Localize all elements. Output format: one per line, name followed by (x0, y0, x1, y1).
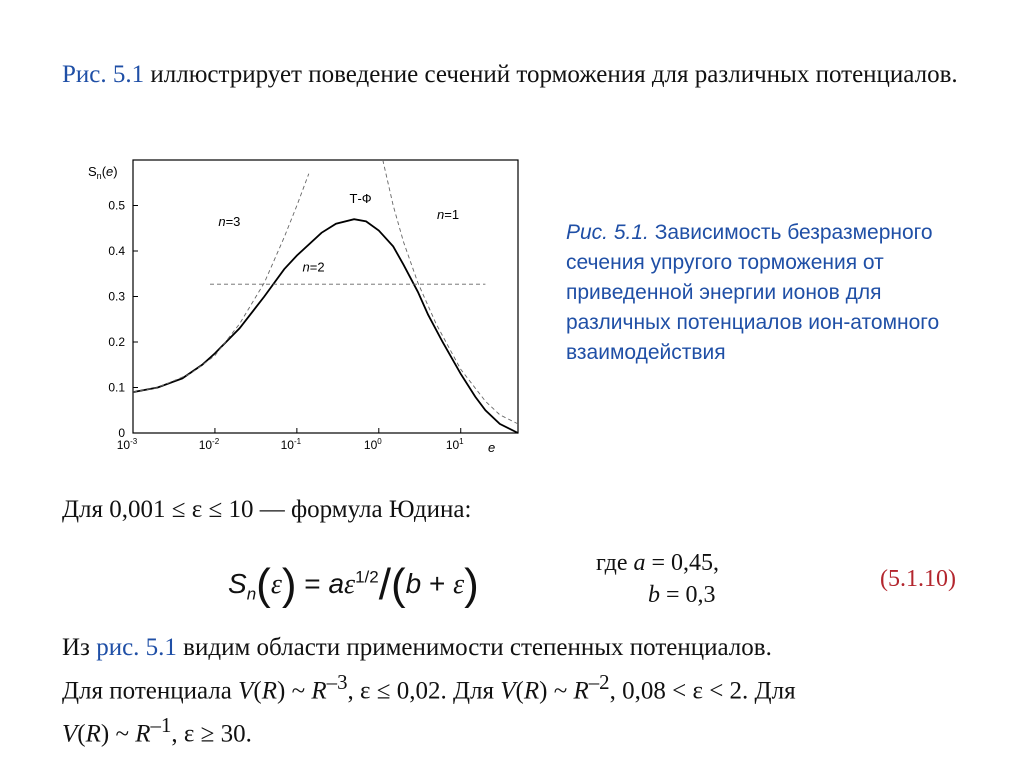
formula-exp: 1/2 (355, 567, 379, 587)
y-axis-label (88, 164, 118, 181)
concl-v-3: V (62, 720, 78, 748)
y-tick-label: 0.2 (108, 335, 125, 349)
y-tick-label: 0.4 (108, 244, 125, 258)
concl-pow-2: –2 (588, 670, 610, 694)
concl-v-2: V (500, 677, 516, 705)
formula-plus: + (421, 568, 454, 599)
param-a-var: a (633, 550, 646, 576)
param-a-val: = 0,45, (645, 550, 720, 576)
formula-slash: / (378, 560, 391, 609)
x-axis-label: e (488, 440, 496, 455)
concl-for-potential: Для потенциала (62, 677, 239, 705)
curve-label: n=2 (302, 259, 325, 275)
concl-cond-3: , ε ≤ 0,02. Для (347, 677, 501, 705)
param-a-line (596, 547, 719, 579)
stopping-cross-section-chart (60, 150, 540, 470)
param-where: где (596, 550, 634, 576)
param-b-line (596, 579, 719, 611)
x-tick-label: $10^0$ (363, 437, 382, 452)
conclusion-line-1 (62, 630, 982, 665)
y-label-var: e (106, 164, 114, 179)
concl-tilde-2: ) ~ (539, 677, 574, 705)
svg-text:Sn(e) (88, 164, 118, 181)
conclusion-line-2: Для потенциала V(R) ~ $R^{-3}$, ε ≤ 0,02. Для V(R) ~ $R^{-2}$, 0,08 < ε < 2. Для (62, 670, 796, 705)
caption-label: Рис. 5.1. (566, 221, 649, 244)
figure-caption (566, 218, 986, 368)
formula-b: b (405, 568, 422, 599)
formula-eq: = (296, 568, 329, 599)
formula-eps-2: ε (344, 569, 356, 600)
intro-paragraph (62, 58, 962, 92)
series---line (133, 219, 518, 433)
y-label-paren-open: ( (101, 164, 107, 179)
formula-n: n (246, 584, 257, 604)
y-tick-label: 0.5 (108, 198, 125, 213)
formula-s: S (228, 568, 247, 599)
plot-frame (133, 160, 518, 433)
concl-r-3: R (85, 720, 101, 748)
conclusion-paragraph (62, 630, 982, 752)
formula-eps-1: ε (270, 569, 282, 600)
concl-text-1: видим области применимости степенных потенциалов. (176, 634, 772, 661)
y-tick-label: 0.3 (108, 289, 125, 304)
series-n-1-line (383, 160, 518, 424)
x-tick-label: $10^1$ (445, 437, 464, 452)
equation-number: (5.1.10) (880, 566, 956, 592)
y-label-sub: n (96, 171, 102, 181)
yudin-formula-intro: Для 0,001 ≤ ε ≤ 10 — формула Юдина: (62, 496, 472, 523)
formula-parameters (596, 547, 719, 611)
chart-svg (60, 150, 540, 470)
y-label-paren-close: ) (113, 164, 118, 179)
formula-paren-r: ) (281, 560, 297, 609)
curve-label: n=3 (218, 213, 241, 229)
concl-pow-3: –3 (326, 670, 348, 694)
figure-link[interactable]: Рис. 5.1 (62, 61, 145, 88)
concl-tilde-1: ) ~ (277, 677, 312, 705)
concl-v-1: V (238, 677, 254, 705)
intro-text: иллюстрирует поведение сечений торможения для различных потенциалов. (144, 61, 958, 88)
y-tick-label: 0 (118, 426, 125, 440)
concl-from: Из (62, 634, 97, 661)
caption-text: Зависимость безразмерного сечения упругого торможения от приведенной энергии ионов для различных потенциалов ион-атомного взаимодействия (566, 221, 940, 364)
concl-r-1b: R (311, 677, 327, 705)
concl-r-2: R (523, 677, 540, 705)
curve-label: Т-Ф (349, 191, 372, 207)
x-tick-label: $10^{-2}$ (198, 437, 220, 452)
formula-paren-l: ( (256, 560, 271, 609)
concl-r-1: R (261, 677, 278, 705)
yudin-formula (228, 560, 479, 610)
formula-paren-r2: ) (464, 560, 479, 609)
formula-eps-3: ε (453, 569, 465, 600)
concl-cond-1: , ε ≥ 30. (171, 720, 252, 748)
param-b-val: = 0,3 (660, 582, 716, 608)
series-n-3-line (133, 174, 309, 392)
param-b-var: b (648, 582, 660, 608)
concl-tilde-3: ) ~ (100, 720, 136, 748)
concl-r-3b: R (135, 720, 151, 748)
x-tick-label: $10^{-1}$ (280, 437, 302, 452)
formula-a: a (328, 568, 345, 599)
formula-paren-l2: ( (390, 560, 406, 609)
figure-link-2[interactable]: рис. 5.1 (96, 634, 177, 661)
conclusion-line-3: V(R) ~ $R^{-1}$, ε ≥ 30. (62, 713, 252, 748)
y-tick-label: 0.1 (108, 380, 125, 395)
concl-r-2b: R (573, 677, 589, 705)
y-label-base: S (88, 164, 97, 179)
concl-cond-2: , 0,08 < ε < 2. Для (609, 677, 796, 705)
concl-pow-1: –1 (150, 713, 172, 738)
curve-label: n=1 (437, 207, 460, 223)
x-tick-label: $10^{-3}$ (116, 437, 138, 452)
